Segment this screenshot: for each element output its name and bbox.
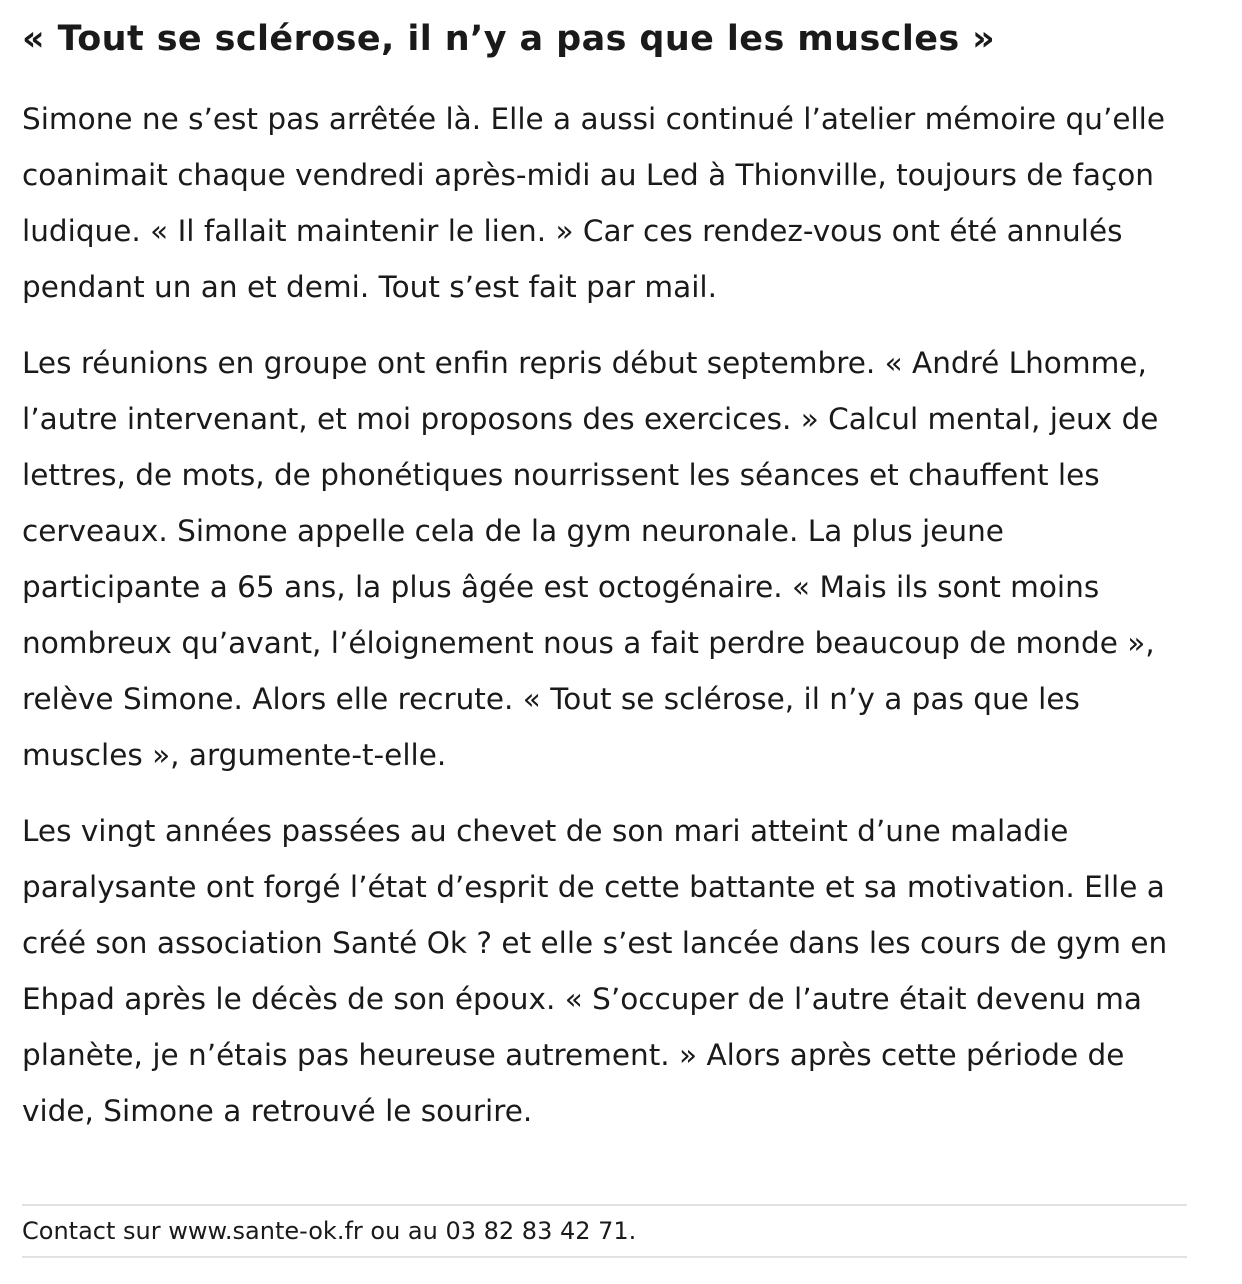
paragraph-1: Simone ne s’est pas arrêtée là. Elle a aussi continué l’atelier mémoire qu’elle coanimait chaque vendredi après-midi au Led à Thionville, toujours de façon ludique. « Il fallait maintenir le lien. » Car ces rendez-vous ont été annulés pendant un an et demi. Tout s’est fait par mail. xyxy=(22,102,1166,304)
contact-box xyxy=(22,1204,1187,1258)
paragraph-3: Les vingt années passées au chevet de son mari atteint d’une maladie paralysante ont forgé l’état d’esprit de cette battante et sa motivation. Elle a créé son association Santé Ok ? et elle s’est lancée dans les cours de gym en Ehpad après le décès de son époux. « S’occuper de l’autre était devenu ma planète, je n’étais pas heureuse autrement. » Alors après cette période de vide, Simone a retrouvé le sourire. xyxy=(22,814,1168,1128)
contact-info: Contact sur www.sante-ok.fr ou au 03 82 83 42 71. xyxy=(22,1217,637,1245)
paragraph-2: Les réunions en groupe ont enfin repris début septembre. « André Lhomme, l’autre intervenant, et moi proposons des exercices. » Calcul mental, jeux de lettres, de mots, de phonétiques nourrissent les séances et chauffent les cerveaux. Simone appelle cela de la gym neuronale. La plus jeune participante a 65 ans, la plus âgée est octogénaire. « Mais ils sont moins nombreux qu’avant, l’éloignement nous a fait perdre beaucoup de monde », relève Simone. Alors elle recrute. « Tout se sclérose, il n’y a pas que les muscles », argumente-t-elle. xyxy=(22,346,1159,772)
article-body xyxy=(22,0,1187,1139)
section-heading: « Tout se sclérose, il n’y a pas que les muscles » xyxy=(22,19,996,59)
